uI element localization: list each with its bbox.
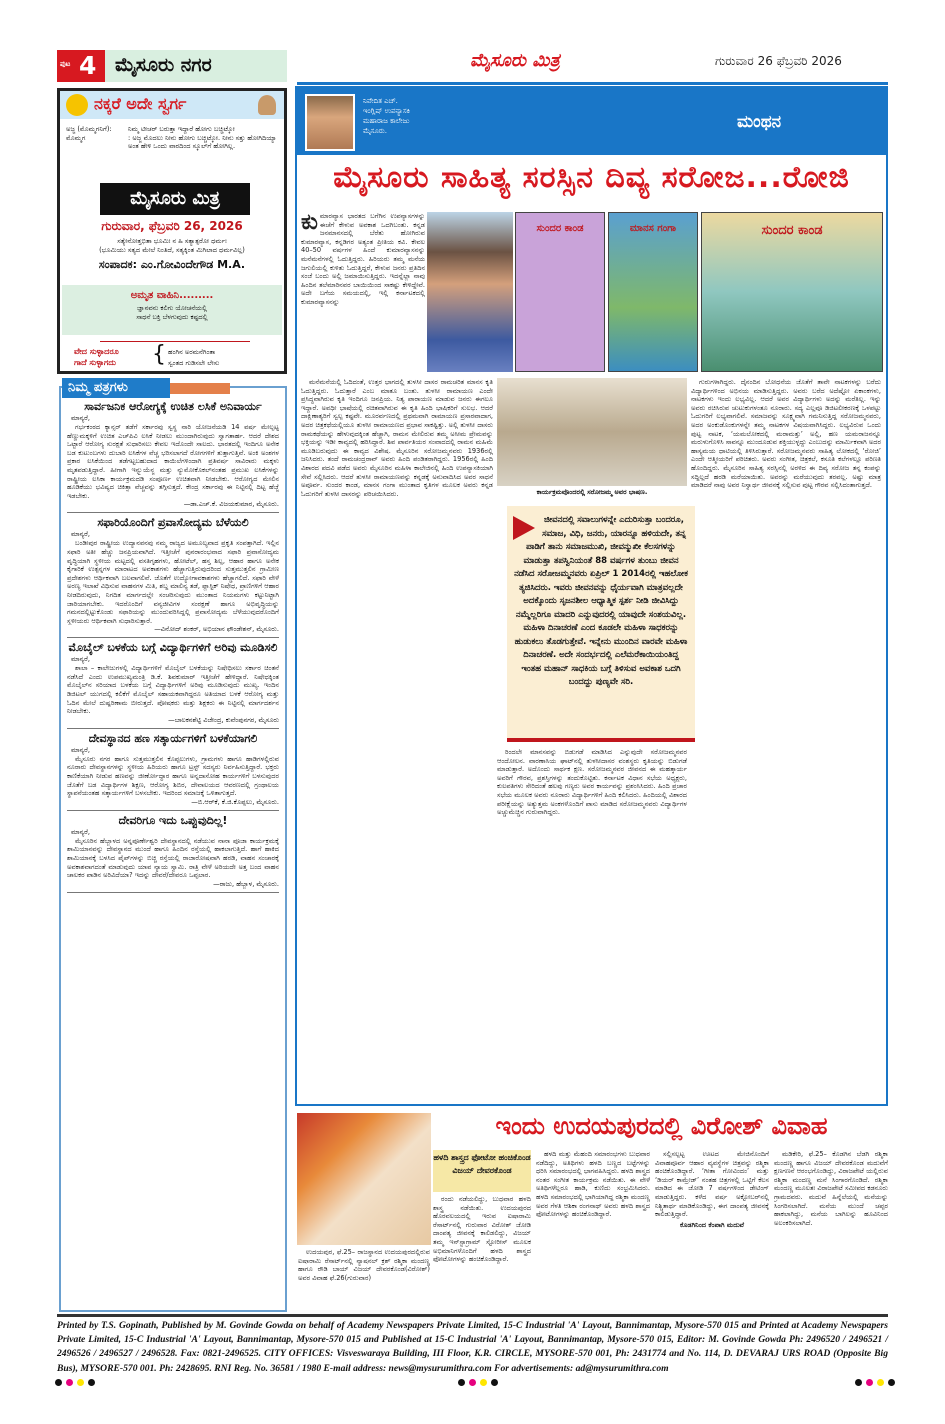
paragraph: ಉದಯಪುರ, ಫೆ.25– ರಾಜಸ್ಥಾನದ ಉದಯಪುರದಲ್ಲಿರುವ ಐಷಾರಾಮಿ ರೆಸಾರ್ಟ್‌ನಲ್ಲಿ ನ್ಯಾಷನಲ್ ಕ್ರಶ್ ರಶ್ಮಿಕಾ ಮಂದಣ್ಣ ಹಾಗೂ ರೌಡಿ ಬಾಯ್ ವಿಜಯ್ ದೇವರಕೊಂಡ(ವಿರೋಶ್) ಅವರ ವಿವಾಹ ಫೆ.26(ಗುರುವಾರ) — [298, 1248, 430, 1282]
laughing-face-icon — [66, 94, 88, 116]
page-number: 4 — [79, 51, 97, 80]
photo-caption: ಕಾರ್ಯಕ್ರಮವೊಂದರಲ್ಲಿ ಸರೋಜಮ್ಮ ಅವರ ಭಾಷಣ. — [536, 488, 648, 496]
letter-item — [67, 641, 279, 729]
proverb-line: ಗಾದೆ ಸುಳ್ಳಾಗದು — [74, 358, 116, 367]
wedding-column-4 — [655, 1150, 769, 1310]
paragraph: ಸಲ್ಲಿಸಲ್ಪಟ್ಟ ಊಟದ ಮೇಜಿನೊಂದಿಗೆ ವಿವಾಹಪೂರ್ವ ಆಹಾರ ವ್ಯವಸ್ಥೆಗಳ ಚಿತ್ರವನ್ನು ರಶ್ಮಿಕಾ ಹಂಚಿಕೊಂಡಿದ್ದಾರೆ. ‘ಗೀತಾ ಗೋವಿಂದಂ’ ಮತ್ತು ‘ಡಿಯರ್ ಕಾಮ್ರೇಡ್’ ನಂತಹ ಚಿತ್ರಗಳಲ್ಲಿ ಒಟ್ಟಿಗೆ ಕೆಲಸ ಮಾಡಿದ ಈ ಜೋಡಿ 7 ವರ್ಷಗಳಿಂದ ಡೇಟಿಂಗ್ ಮಾಡುತ್ತಿದ್ದರು. ಕಳೆದ ವರ್ಷ ಅಕ್ಟೋಬರ್‌ನಲ್ಲಿ ನಿಶ್ಚಿತಾರ್ಥ ಮಾಡಿಕೊಂಡಿದ್ದು, ಈಗ ದಾಂಪತ್ಯ ಜೀವನಕ್ಕೆ ಕಾಲಿಡುತ್ತಿದ್ದಾರೆ. — [655, 1150, 769, 1219]
author-city: ಮೈಸೂರು. — [363, 127, 388, 135]
page-section-header — [57, 50, 287, 82]
intro-text: ಮಾರವ್ಯಾಸ ಭಾರತದ ಬಗೆಗಿನ ಉಪನ್ಯಾಸಗಳನ್ನು ಈಚೆಗೆ ಕೇಳುವ ಅವಕಾಶ ಒದಗಿಬಂತು. ಕನ್ನಡ ಜನಮಾನಸದಲ್ಲಿ ಬೆರೆತು ಹೋಗಿರುವ ಕುಮಾರವ್ಯಾಸ, ಕನ್ನಡಿಗರ ಅತ್ಯಂತ ಪ್ರೀತಿಯ ಕವಿ. ಕೇವಲ 40–50 ವರ್ಷಗಳ ಹಿಂದೆ ಕುಮಾರವ್ಯಾಸನನ್ನು ಮನೆಮನೆಗಳಲ್ಲಿ ಓದುತ್ತಿದ್ದರು. ಹಿರಿಯರು ತಮ್ಮ ಮನೆಯ ಜಗುಲಿಯಲ್ಲಿ ಕುಳಿತು ಓದುತ್ತಿದ್ದರೆ, ಕೇಳುವ ಜನರು ಪ್ರತಿದಿನ ಸಂಜೆ ಬಂದು ಅಲ್ಲಿ ಜಮಾಯಿಸುತ್ತಿದ್ದರು. ಇದನ್ನೆಲ್ಲಾ ನಾವು ಹಿಂದಿನ ತಲೆಮಾರಿನವರ ಬಾಯಿಯಿಂದ ಸಾಕಷ್ಟು ಕೇಳಿದ್ದೇವೆ. ಅದೇ ಬಗೆಯ ಸಮಯದಲ್ಲಿ, ಇಲ್ಲಿ ಕರ್ನಾಟಕದಲ್ಲಿ ಕುಮಾರವ್ಯಾಸನನ್ನು — [301, 212, 425, 306]
book-title: ಸುಂದರ ಕಾಂಡ — [536, 223, 584, 234]
registration-marks — [55, 1379, 95, 1386]
feature-intro — [301, 212, 425, 374]
amrutha-title: ಅಮೃತ ವಾಹಿನಿ......... — [130, 290, 214, 301]
letter-salutation: ಮಾನ್ಯರೆ, — [71, 827, 91, 836]
letters-section — [59, 386, 287, 1312]
author-byline — [363, 96, 410, 136]
joke-dialogue — [66, 125, 278, 151]
letter-body — [67, 664, 279, 716]
letter-item — [67, 814, 279, 893]
letter-salutation: ಮಾನ್ಯರೆ, — [71, 655, 91, 664]
letters-header-label: ನಿಮ್ಮ ಪತ್ರಗಳು — [62, 378, 170, 398]
letter-body — [67, 423, 279, 500]
letter-salutation: ಮಾನ್ಯರೆ, — [71, 414, 91, 422]
amrutha-line: ಸಾಧನೆ ಬಕ್ತಿ ಬೆಳಗುವುದು ಕಷ್ಟದಲ್ಲಿ — [136, 312, 208, 321]
edition-info-box — [57, 88, 287, 374]
wedding-column-3 — [536, 1150, 650, 1310]
letter-body — [67, 837, 279, 880]
letter-title: ಮೊಬೈಲ್ ಬಳಕೆಯ ಬಗ್ಗೆ ವಿದ್ಯಾರ್ಥಿಗಳಿಗೆ ಅರಿವು ಮೂಡಿಸಲಿ — [68, 641, 278, 655]
letter-body — [67, 755, 279, 798]
proverb-line: ಹಂಗಿನ ಅರಮನೆಗಿಂತಾ — [168, 348, 216, 356]
feature-column-1 — [301, 378, 493, 1100]
paragraph: ಹಳದಿ ಮತ್ತು ಮೆಹಂದಿ ಸಮಾರಂಭಗಳು ಬುಧವಾರ ನಡೆದಿದ್ದು, ಅತಿಥಿಗಳು ಹಳದಿ ಬಣ್ಣದ ಬಟ್ಟೆಗಳನ್ನು ಧರಿಸಿ ಸಮಾರಂಭದಲ್ಲಿ ಭಾಗವಹಿಸಿದ್ದರು. ಹಳದಿ ಶಾಸ್ತ್ರದ ನಂತರ ಸಂಗೀತ ಕಾರ್ಯಕ್ರಮ ನಡೆಯಿತು. ಈ ವೇಳೆ ಅತಿಥಿಗಳೆಲ್ಲರೂ ಹಾಡಿ, ಕುಣಿದು ಸಂಭ್ರಮಿಸಿದರು. ಹಳದಿ ಸಮಾರಂಭದಲ್ಲಿ ಭಾಗಿಯಾಗಿದ್ದ ರಶ್ಮಿಕಾ ಮಂದಣ್ಣ ಅವರ ಗೆಳತಿ ಆಶಿಕಾ ರಂಗನಾಥ್ ಅವರು ಹಳದಿ ಶಾಸ್ತ್ರದ ಫೋಟೋಗಳನ್ನು ಹಂಚಿಕೊಂಡಿದ್ದಾರೆ. — [536, 1150, 650, 1219]
joke-title: ನಕ್ಕರೆ ಅದೇ ಸ್ವರ್ಗ — [94, 94, 187, 113]
book-cover — [701, 212, 883, 372]
proverb-line: ವೇದ ಸುಳ್ಳಾದರೂ — [74, 347, 119, 356]
joke-line: ನಿಮ್ಮ ಟೀಚರ್ ಬರುತ್ತಾ ಇದ್ದಾರೆ ಹೋಗು ಬಚ್ಚಿಟ್ಕೋ — [128, 125, 235, 133]
registration-marks — [855, 1379, 895, 1386]
pull-quote — [507, 506, 695, 742]
wedding-column-1 — [298, 1248, 430, 1310]
paragraph: ಮೈಸೂರು ನಗರ ಹಾಗೂ ಸುತ್ತಮುತ್ತಲಿನ ಕೊಪ್ಪಲುಗಳು, ಗ್ರಾಮಗಳು ಹಾಗೂ ಹಾಡಿಗಳಲ್ಲಿರುವ ನೂರಾರು ದೇವಸ್ಥಾನಗಳನ್ನು ಸ್ಥಳೀಯ ಹಿರಿಯರು ಹಾಗೂ ಟ್ರಸ್ಟ್ ಸದಸ್ಯರು ನಿರ್ವಹಿಸುತ್ತಿದ್ದಾರೆ. ಭಕ್ತರು ಕಾಣಿಕೆಯಾಗಿ ನೀಡುವ ಹಣವನ್ನು ಜೀರ್ಣೋದ್ಧಾರ ಹಾಗೂ ಅನ್ನದಾಸೋಹ ಕಾರ್ಯಗಳಿಗೆ ಬಳಸುವುದರ ಜೊತೆಗೆ ಬಡ ವಿದ್ಯಾರ್ಥಿಗಳ ಶಿಕ್ಷಣ, ಆರೋಗ್ಯ ಶಿಬಿರ, ದೇವಾಲಯದ ಆವರಣದಲ್ಲಿ ಗ್ರಂಥಾಲಯ ಸ್ಥಾಪನೆಯಂತಹ ಸತ್ಕಾರ್ಯಗಳಿಗೆ ಬಳಸಬೇಕು. ಇದರಿಂದ ಸಮಾಜಕ್ಕೆ ಒಳಿತಾಗುತ್ತದೆ. — [67, 754, 279, 798]
footer-divider — [57, 1314, 888, 1317]
paragraph: ಬಂಡೀಪುರ ರಾಷ್ಟ್ರೀಯ ಉದ್ಯಾನವನವು ನಮ್ಮ ರಾಜ್ಯದ ಅಮೂಲ್ಯವಾದ ಪ್ರಕೃತಿ ಸಂಪತ್ತಾಗಿದೆ. ಇಲ್ಲಿನ ಸಫಾರಿ ಅತೀ ಹೆಚ್ಚು ಜನಪ್ರಿಯವಾಗಿದೆ. ಇತ್ತೀಚೆಗೆ ಪುನರಾರಂಭವಾದ ಸಫಾರಿ ಪ್ರವಾಸೋದ್ಯಮ ವೃದ್ಧಿಯಾಗಿ ಸ್ಥಳೀಯ ಮಟ್ಟದಲ್ಲಿ ವಸತಿಗೃಹಗಳು, ಹೋಟೆಲ್, ಹಸ್ತ ಶಿಲ್ಪ, ಆಹಾರ ಹಾಗೂ ಅನೇಕ ಕೈಗಾರಿಕೆ ಉತ್ಪನ್ನಗಳ ಮಾರಾಟದ ಅವಕಾಶಗಳು ಹೆಚ್ಚಾಗುತ್ತಿರುವುದರಿಂದ ಸುತ್ತಮುತ್ತಲಿನ ಗ್ರಾಮೀಣ ಪ್ರದೇಶಗಳು ಆರ್ಥಿಕವಾಗಿ ಬಲವಾಗಲಿವೆ. ಜೊತೆಗೆ ಉದ್ಯೋಗಾವಕಾಶಗಳು ಹೆಚ್ಚಾಗಲಿದೆ. ಸಫಾರಿ ವೇಳೆ ಅರಣ್ಯ ಇಲಾಖೆ ವಿಧಿಸುವ ವಾಹನಗಳ ಮಿತಿ, ಶಬ್ದ ಮಾಲಿನ್ಯ ತಡೆ, ಪ್ಲಾಸ್ಟಿಕ್ ನಿಷೇಧ, ಪ್ರಾಣಿಗಳಿಗೆ ಆಹಾರ ನೀಡದಿರುವುದು, ನಿಗದಿತ ಮಾರ್ಗದಲ್ಲೇ ಸಂಚರಿಸುವುದು ಮುಂತಾದ ನಿಯಮಗಳು ಕಟ್ಟುನಿಟ್ಟಾಗಿ ಜಾರಿಯಾಗಬೇಕು. ಇದರೊಂದಿಗೆ ವನ್ಯಜೀವಿಗಳ ಸಂರಕ್ಷಣೆ ಹಾಗೂ ಅಭಿವೃದ್ಧಿಯನ್ನು ಗಮನದಲ್ಲಿಟ್ಟುಕೊಂಡು ಸಫಾರಿಯನ್ನು ಮುಂದುವರಿಸಿದ್ದಲ್ಲಿ ಪ್ರವಾಸೋದ್ಯಮ ಬೆಳೆಯುವುದರೊಂದಿಗೆ ಸ್ಥಳೀಯರು ಆರ್ಥಿಕವಾಗಿ ಸುಧಾರಿಸುತ್ತಾರೆ. — [67, 539, 279, 625]
brace-icon: { — [152, 342, 166, 367]
joke-speaker: ಅಜ್ಜ (ಮೊಮ್ಮಗನಿಗೆ): — [66, 125, 112, 133]
letter-salutation: ಮಾನ್ಯರೆ, — [71, 530, 91, 539]
proverb-line: ಸ್ವಂತದ ಗುಡಿಸಲೇ ಲೇಸು — [168, 359, 220, 367]
paragraph: ಮನೆಮನೆಯಲ್ಲಿ ಓದಿದಂತೆ, ಉತ್ತರ ಭಾಗದಲ್ಲಿ ತುಳಸೀ ದಾಸರ ರಾಮಚರಿತ ಮಾನಸ ಕೃತಿ ಓದುತ್ತಿದ್ದರು. ಓದುತ್ತಾರೆ ಎಂಬ ಮಾತೂ ಬಂತು. ತುಳಸೀ ರಾಮಾಯಣ ಎಂದೇ ಪ್ರಸಿದ್ಧವಾಗಿರುವ ಕೃತಿ ಇಂದಿಗೂ ಜನಪ್ರಿಯ. ನಿತ್ಯ ಪಾರಾಯಣ ಮಾಡುವ ಜನರು ಈಗಲೂ ಇದ್ದಾರೆ. ಅವಧೀ ಭಾಷೆಯಲ್ಲಿ ರಚಿತವಾಗಿರುವ ಈ ಕೃತಿ ಹಿಂದಿ ಭಾಷಿಕರಿಗೆ ಸುಲಭ. ಆದರೆ ದಾಕ್ಷಿಣಾತ್ಯರಿಗೆ ಸ್ವಲ್ಪ ಕಷ್ಟವೇ. ಮೂರರ್ವಣದಲ್ಲಿ ಪ್ರಥಮವಾಗಿ ರಾಮಾಯಣ ಪ್ರಸಾರವಾದಾಗ, ಅದರ ಚಿತ್ರಕಥೆಯಲ್ಲಿಯೂ ತುಳಸೀ ರಾಮಾಯಣದ ಪ್ರಭಾವ ಸಾಕಷ್ಟಿತ್ತು. ಅಲ್ಲಿ ತುಳಸೀ ದಾಸರು ರಾಮಕಥೆಯನ್ನು ಹೇಳುವುದಕ್ಕಿಂತ ಹೆಚ್ಚಾಗಿ, ರಾಮನ ಮೇಲಿರುವ ತಮ್ಮ ಅಸೀಮ ಪ್ರೇಮವನ್ನು ಭಕ್ತಿಯನ್ನು ಇಡೀ ಕಾವ್ಯದಲ್ಲಿ ಹರಿಸಿದ್ದಾರೆ. ಶಿವ ಪಾರ್ವತಿಯರ ಸಂವಾದದಲ್ಲಿ ರಾಮನ ಮಹಿಮೆ ಮೂಡಿಬರುವುದು ಈ ಕಾವ್ಯದ ವಿಶೇಷ. ಮೈಸೂರಿನ ಸರೋಜಮ್ಮನವರು 1936ರಲ್ಲಿ ಜನಿಸಿದರು. ತಂದೆ ರಾಮಚಂದ್ರರಾವ್ ಅವರು ಹಿಂದಿ ಪಂಡಿತರಾಗಿದ್ದರು. 1956ರಲ್ಲಿ ಹಿಂದಿ ವಿಶಾರದ ಪದವಿ ಪಡೆದ ಅವರು ಮೈಸೂರಿನ ಮಹಿಳಾ ಕಾಲೇಜಿನಲ್ಲಿ ಹಿಂದಿ ಉಪನ್ಯಾಸಕಿಯಾಗಿ ಸೇವೆ ಸಲ್ಲಿಸಿದರು. ಆದರೆ ತುಳಸೀ ರಾಮಾಯಣವನ್ನು ಕನ್ನಡಕ್ಕೆ ಅನುವಾದಿಸಿದ ಅವರ ಸಾಧನೆ ಅಪೂರ್ವ. ಸುಂದರ ಕಾಂಡ, ಮಾನಸ ಗಂಗಾ ಮುಂತಾದ ಕೃತಿಗಳ ಮೂಲಕ ಅವರು ಕನ್ನಡ ಓದುಗರಿಗೆ ತುಳಸೀ ದಾಸರನ್ನು ಪರಿಚಯಿಸಿದರು. — [301, 378, 493, 498]
letter-title: ದೇವರಿಗೂ ಇದು ಒಪ್ಪುವುದಿಲ್ಲ! — [118, 813, 228, 827]
feature-header — [297, 88, 886, 155]
wedding-subhead: ಹಳದಿ ಶಾಸ್ತ್ರದ ಫೋಟೋ ಹಂಚಿಕೊಂಡ ವಿಜಯ್ ದೇವರಕೊಂಡ — [433, 1150, 531, 1192]
play-arrow-icon — [513, 516, 535, 540]
letter-title: ಸಫಾರಿಯೊಂದಿಗೆ ಪ್ರವಾಸೋದ್ಯಮ ಬೆಳೆಯಲಿ — [97, 516, 249, 530]
pull-quote-text: ಜೀವನದಲ್ಲಿ ಸವಾಲುಗಳನ್ನೇ ಎದುರಿಸುತ್ತಾ ಬಂದರೂ, ಸಮಾಜ, ವಿಧಿ, ಜನರು, ಯಾರನ್ನೂ ಹಳಿಯದೇ, ತನ್ನ ಪಾಡಿಗೆ ತಾನು ಸಮಾಜಮುಖಿ, ಜೀವನ್ಮುಖೀ ಕೆಲಸಗಳನ್ನು ಮಾಡುತ್ತಾ ತಪಸ್ವಿನಿಯಂತೆ 88 ವರ್ಷಗಳ ತುಂಬು ಜೀವನ ನಡೆಸಿದ ಸರೋಜಮ್ಮನವರು ಏಪ್ರಿಲ್ 1 2014ರಲ್ಲಿ ಇಹಲೋಕ ತ್ಯಜಿಸಿದರು. ಇವರು ಜೀವನವನ್ನು ಧೈರ್ಯವಾಗಿ ಮಾತ್ರವಲ್ಲದೇ ಅದಕ್ಕೊಂದು ಸೃಜನಶೀಲ ಆಧ್ಯಾತ್ಮಿಕ ಸ್ಪರ್ಶ ನೀಡಿ ಜೀವಿಸಿದ್ದು ನಮ್ಮೆಲ್ಲರಿಗೂ ಮಾದರಿ ಎನ್ನುವುದರಲ್ಲಿ ಯಾವುದೇ ಸಂಶಯವಿಲ್ಲ. ಮಹಿಳಾ ದಿನಾಚರಣೆ ಎಂದ ಕೂಡಲೇ ಮಹಿಳಾ ಸಾಧಕರನ್ನು ಹುಡುಕಲು ತೊಡಗುತ್ತೇವೆ. ಇನ್ನೇನು ಮುಂದಿನ ವಾರವೇ ಮಹಿಳಾ ದಿನಾಚರಣೆ. ಅದೇ ಸಂದರ್ಭದಲ್ಲಿ ಎಲೆಮರೆಕಾಯಿಯಂತಿದ್ದ ಇಂತಹ ಮಹಾನ್ ಸಾಧಕಿಯ ಬಗ್ಗೆ ತಿಳಿಸುವ ಅವಕಾಶ ಒದಗಿ ಬಂದದ್ದು ಪುಣ್ಯವೇ ಸರಿ. — [514, 515, 688, 687]
wedding-subheading: ಕೊಡಗಿನಿಂದ ಕೆಂಪಾಗಿ ಮದುವೆ — [679, 1220, 745, 1229]
section-title: ಮೈಸೂರು ನಗರ — [115, 54, 212, 76]
wedding-column-2 — [433, 1195, 531, 1310]
letter-item — [67, 732, 279, 811]
book-title: ಮಾನಸ ಗಂಗಾ — [629, 223, 677, 234]
registration-marks — [458, 1379, 498, 1386]
feature-headline: ಮೈಸೂರು ಸಾಹಿತ್ಯ ಸರಸ್ಸಿನ ದಿವ್ಯ ಸರೋಜ...ರೋಜಿ — [333, 160, 850, 195]
motto-meaning: (ಭೂಮಿಯು ಸತ್ಯದ ಮೇಲೆ ನಿಂತಿದೆ, ಸತ್ಯಕ್ಕಿಂತ ಮಿಗಿಲಾದ ಧರ್ಮವಿಲ್ಲ) — [99, 246, 245, 254]
cartoon-figure-icon — [258, 95, 276, 115]
letter-signature: —ಬಾಲಕನಶೆಟ್ಟಿ ವಿಜೇಂದ್ರ, ಕುವೆಂಪುನಗರ, ಮೈಸೂರು — [168, 715, 279, 724]
column-name: ಮಂಥನ — [737, 112, 782, 132]
paragraph: ಮೈಸೂರಿನ ಹೆಬ್ಬಾಳದ ಅನ್ನಪೂರ್ಣೇಶ್ವರಿ ದೇವಸ್ಥಾನದಲ್ಲಿ ನಡೆಯುವ ನಾನಾ ಪೂಜಾ ಕಾರ್ಯಕ್ರಮಕ್ಕೆ ಶಾಮಿಯಾನವನ್ನು ದೇವಸ್ಥಾನದ ಮುಂದೆ ಹಾಗೂ ಹಿಂದಿನ ರಸ್ತೆಯಲ್ಲಿ ಹಾಕಲಾಗುತ್ತಿದೆ. ಹಾಗೆ ಹಾಕಿದ ಶಾಮಿಯಾನಕ್ಕೆ ಬಳಸಿದ ಪೈಪ್‌ಗಳನ್ನು ಬಿಚ್ಚಿ ರಸ್ತೆಯಲ್ಲಿ ರಾಜಾರೋಷವಾಗಿ ಹರಡಿ, ವಾಹನ ಸಂಚಾರಕ್ಕೆ ಅವಕಾಶವಾಗದಂತೆ ಮಾಡುವುದು ಯಾವ ನ್ಯಾಯ ಸ್ವಾಮಿ. ರಾತ್ರಿ ವೇಳೆ ಅರಿಯದೇ ಅತ್ತ ಬಂದ ವಾಹನ ಚಾಲಕರ ಪಾಡಿನ ಅರಿವಿದೆಯಾ? ಇದನ್ನು ದೇವರೆ/ದೇವರೂ ಒಪ್ಪಲಾರ. — [67, 836, 279, 880]
portrait-photo — [427, 212, 513, 372]
book-title: ಸುಂದರ ಕಾಂಡ — [761, 223, 823, 238]
paragraph: ರಿಂದಲೇ ಮಾನಸವನ್ನು ಬಿಡುಗಡೆ ಮಾಡಿಸಿದ ಎನ್ನುವುದೇ ಸರೋಜಮ್ಮನವರ ಆಂದೋಲನ. ವಾರಣಾಸಿಯ ಘಾಟ್‌ನಲ್ಲಿ ತುಳಸೀದಾಸರ ವಂಶಸ್ಥರು ಕೃತಿಯನ್ನು ಬಿಡುಗಡೆ ಮಾಡುತ್ತಾರೆ. ಅದೊಂದು ಸಾರ್ಥಕ ಕ್ಷಣ. ಸರೋಜಮ್ಮನವರ ಜೀವನದ ಈ ಮಹತ್ಕಾರ್ಯ ಅವರಿಗೆ ಗೌರವ, ಪ್ರಶಸ್ತಿಗಳನ್ನು ತಂದುಕೊಟ್ಟಿತು. ಕರ್ನಾಟಕ ವಿಧಾನ ಸಭೆಯ ಅಧ್ಯಕ್ಷರು, ಕುಲಪತಿಗಳು ಸೇರಿದಂತೆ ಹಲವು ಗಣ್ಯರು ಅವರ ಕಾರ್ಯವನ್ನು ಪ್ರಶಂಸಿಸಿದರು. ಹಿಂದಿ ಪ್ರಚಾರ ಸಭೆಯ ಮೂಲಕ ಅವರು ನೂರಾರು ವಿದ್ಯಾರ್ಥಿಗಳಿಗೆ ಹಿಂದಿ ಕಲಿಸಿದರು. ಹಿಂದಿಯಲ್ಲಿ ವಿಶಾರದ ಪರೀಕ್ಷೆಯನ್ನು ಅತ್ಯುತ್ತಮ ಅಂಕಗಳೊಂದಿಗೆ ಪಾಸು ಮಾಡಿದ ಸರೋಜಮ್ಮನವರು ವಿದ್ಯಾರ್ಥಿಗಳ ಅಚ್ಚುಮೆಚ್ಚಿನ ಗುರುವಾಗಿದ್ದರು. — [497, 748, 687, 817]
feature-article — [295, 86, 888, 1106]
author-photo — [305, 94, 355, 151]
feature-column-2 — [497, 748, 687, 1100]
amrutha-line: ಜ್ಞಾನವನು ಕಲಿಗು ಯೋಚನೆಯಲ್ಲಿ — [136, 304, 208, 312]
paragraph: ಮಡಿಕೇರಿ, ಫೆ.25– ಕೊಡಗಿನ ಬೆಡಗಿ ರಶ್ಮಿಕಾ ಮಂದಣ್ಣ ಹಾಗೂ ವಿಜಯ್ ದೇವರಕೊಂಡ ಮದುವೆಗೆ ಕ್ಷಣಗಣನೆ ಆರಂಭಗೊಂಡಿದ್ದು, ವಿರಾಜಪೇಟೆ ಯಲ್ಲಿರುವ ರಶ್ಮಿಕಾ ಮಂದಣ್ಣ ಮನೆ ಸಿಂಗಾರಗೊಂಡಿದೆ. ರಶ್ಮಿಕಾ ಮಂದಣ್ಣ ಮೂಲತಃ ವಿರಾಜಪೇಟೆ ಸಮೀಪದ ಕಡನೂರು ಗ್ರಾಮದವರು. ಮದುವೆ ಹಿನ್ನೆಲೆಯಲ್ಲಿ ಮನೆಯನ್ನು ಸಿಂಗರಿಸಲಾಗಿದೆ. ಮನೆಯ ಮುಂದೆ ಚಪ್ಪರ ಹಾಕಲಾಗಿದ್ದು, ಮನೆಯ ಬಾಗಿಲನ್ನು ಹೂವಿನಿಂದ ಅಲಂಕರಿಸಲಾಗಿದೆ. — [774, 1150, 888, 1227]
wedding-column-5 — [774, 1150, 888, 1310]
issue-date: ಗುರುವಾರ 26 ಫೆಬ್ರವರಿ 2026 — [715, 54, 842, 68]
author-name: ನಿವೇದಿತ ಎಚ್. — [363, 97, 398, 105]
header-divider — [297, 82, 888, 85]
masthead: ಮೈಸೂರು ಮಿತ್ರ — [470, 50, 560, 71]
paragraph: ಶಾಲಾ – ಕಾಲೇಜುಗಳಲ್ಲಿ ವಿದ್ಯಾರ್ಥಿಗಳಿಗೆ ಮೊಬೈಲ್ ಬಳಕೆಯನ್ನು ನಿಷೇಧಿಸಲು ಸರ್ಕಾರ ಚಿಂತನೆ ನಡೆಸಿದೆ ಎಂದು ಉಪಮುಖ್ಯಮಂತ್ರಿ ಡಿ.ಕೆ. ಶಿವಕುಮಾರ್ ಇತ್ತೀಚೆಗೆ ಹೇಳಿದ್ದಾರೆ. ನಿಷೇಧಕ್ಕಿಂತ ಮೊಬೈಲ್‌ನ ಸರಿಯಾದ ಬಳಕೆಯ ಬಗ್ಗೆ ವಿದ್ಯಾರ್ಥಿಗಳಿಗೆ ಅರಿವು ಮೂಡಿಸುವುದು ಮುಖ್ಯ. ಇಂದಿನ ಡಿಜಿಟಲ್ ಯುಗದಲ್ಲಿ ಕಲಿಕೆಗೆ ಮೊಬೈಲ್ ಸಹಾಯಕವಾಗಿದ್ದರೂ ಅತಿಯಾದ ಬಳಕೆ ಆರೋಗ್ಯ ಮತ್ತು ಓದಿನ ಮೇಲೆ ದುಷ್ಪರಿಣಾಮ ಬೀರುತ್ತದೆ. ಪೋಷಕರು ಮತ್ತು ಶಿಕ್ಷಕರು ಈ ನಿಟ್ಟಿನಲ್ಲಿ ಮಾರ್ಗದರ್ಶನ ನೀಡಬೇಕು. — [67, 664, 279, 716]
paragraph: ಗರ್ಭಕಂಠದ ಕ್ಯಾನ್ಸರ್ ತಡೆಗೆ ಸರ್ಕಾರವು ಸ್ವಸ್ಥ ನಾರಿ ಯೋಜನೆಯಡಿ 14 ವರ್ಷ ಮೇಲ್ಪಟ್ಟ ಹೆಣ್ಣುಮಕ್ಕಳಿಗೆ ಉಚಿತ ಎಚ್‌ಪಿವಿ ಲಸಿಕೆ ನೀಡಲು ಮುಂದಾಗಿರುವುದು ಸ್ವಾಗತಾರ್ಹ. ಆದರೆ ದೇಶದ ಒಟ್ಟಾರೆ ಆರೋಗ್ಯ ಸುರಕ್ಷತೆ ಸುಧಾರಿಸಲು ಕೇವಲ ಇದೊಂದೇ ಸಾಲದು. ಭಾರತದಲ್ಲಿ ಇಂದಿಗೂ ಅನೇಕ ಬಡ ಕುಟುಂಬಗಳು ದುಬಾರಿ ಲಸಿಕೆಗಳ ವೆಚ್ಚ ಭರಿಸಲಾಗದೆ ರೋಗಗಳಿಗೆ ತುತ್ತಾಗುತ್ತಿವೆ. ಅಂಕಿ ಅಂಶಗಳ ಪ್ರಕಾರ ಲಸಿಕೆಯಿಂದ ತಡೆಗಟ್ಟಬಹುದಾದ ಕಾಯಿಲೆಗಳಿಂದಾಗಿ ಪ್ರತಿವರ್ಷ ಸಾವಿರಾರು ಮಕ್ಕಳು ಮೃತಪಡುತ್ತಿದ್ದಾರೆ. ಹೀಗಾಗಿ ಇನ್ಫ್ಲುಯೆನ್ಜ ಮತ್ತು ನ್ಯುಮೋಕೊಕಲ್‌ನಂತಹ ಪ್ರಮುಖ ಲಸಿಕೆಗಳನ್ನು ರಾಷ್ಟ್ರೀಯ ಲಸಿಕಾ ಕಾರ್ಯಕ್ರಮದಡಿ ಸಂಪೂರ್ಣ ಉಚಿತವಾಗಿ ನೀಡಬೇಕು. ಆರೋಗ್ಯದ ಮೇಲಿನ ಹೂಡಿಕೆಯು ಭವಿಷ್ಯದ ಚಿಕಿತ್ಸಾ ವೆಚ್ಚವನ್ನು ತಗ್ಗಿಸುತ್ತದೆ. ಕೇಂದ್ರ ಸರ್ಕಾರವು ಈ ನಿಟ್ಟಿನಲ್ಲಿ ದಿಟ್ಟ ಹೆಜ್ಜೆ ಇಡಬೇಕು. — [67, 423, 279, 500]
paragraph: ರಂದು ನಡೆಯಲಿದ್ದು, ಬುಧವಾರ ಹಳದಿ ಶಾಸ್ತ್ರ ನಡೆಯಿತು. ಉದಯಪುರದ ಹೊರವಲಯದಲ್ಲಿ ಇರುವ ಐಷಾರಾಮಿ ರೆಸಾರ್ಟ್‌ನಲ್ಲಿ ಗುರುವಾರ ವಿರೋಶ್ ಜೋಡಿ ದಾಂಪತ್ಯ ಜೀವನಕ್ಕೆ ಕಾಲಿಡಲಿದ್ದು, ವಿಜಯ್ ತಮ್ಮ ಇನ್‌ಸ್ಟಾಗ್ರಾಮ್ ಸ್ಟೋರೀಸ್ ಮೂಲಕ ಅಭಿಮಾನಿಗಳೊಂದಿಗೆ ಹಳದಿ ಶಾಸ್ತ್ರದ ಫೋಟೋಗಳನ್ನು ಹಂಚಿಕೊಂಡಿದ್ದಾರೆ. — [433, 1195, 531, 1264]
author-role: ಇಂಗ್ಲಿಷ್ ಉಪನ್ಯಾಸಕಿ — [363, 107, 410, 115]
proverb-box — [60, 341, 284, 373]
letter-title: ಸಾರ್ವಜನಿಕ ಆರೋಗ್ಯಕ್ಕೆ ಉಚಿತ ಲಸಿಕೆ ಅನಿವಾರ್ಯ — [84, 400, 262, 413]
letter-signature: —ವಿನೋದ್ ಶಂಕರ್, ಅಭಿಯಾನ ಫೌಂಡೇಶನ್, ಮೈಸೂರು. — [154, 625, 279, 634]
joke-speaker: ಮೊಮ್ಮಗ — [66, 133, 86, 142]
event-photo — [497, 378, 687, 486]
page-label: ಪುಟ — [60, 60, 71, 68]
motto: ಸತ್ಯೇನೋತ್ತಭಿತಾ ಭೂಮಿಃ ನ ಹಿ ಸತ್ಯಾತ್ಪರೋ ಧರ್ಮಃ — [117, 237, 227, 245]
author-college: ಮಹಾರಾಜ ಕಾಲೇಜು — [363, 117, 410, 125]
wedding-headline: ಇಂದು ಉದಯಪುರದಲ್ಲಿ ವಿರೋಶ್ ವಿವಾಹ — [495, 1112, 828, 1140]
joke-line: : ಅಜ್ಜ ಮೊದಲು ನೀನು ಹೋಗು ಬಚ್ಚಿಟ್ಕೋ. ನೀನು ಸತ್ತು ಹೋಗಿದಿಯ್ಯಾ ಅಂತ ಹೇಳಿ ಒಂದು ವಾರದಿಂದ ಸ್ಕೂಲ್‌ಗೆ ಹೋಗಿಲ್ಲ. — [128, 133, 277, 150]
editor-name: ಸಂಪಾದಕ: ಎಂ.ಗೋವಿಂದೇಗೌಡ M.A. — [98, 258, 246, 271]
edition-date: ಗುರುವಾರ, ಫೆಬ್ರವರಿ 26, 2026 — [101, 219, 243, 233]
feature-column-3 — [691, 378, 881, 1100]
print-imprint: Printed by T.S. Gopinath, Published by M. Govinde Gowda on behalf of Academy Newspapers Private Limited, 15-C Industrial 'A' Layout, Bannimantap, Mysore-570 015 and Printed at Academy Newspapers Private Limited, 15-C Industrial 'A' Layout, Bannimantap, Mysore-570 015 and Published at 15-C Industrial 'A' Layout, Bannimantap, Mysore-570 015, Editor: M. Govinde Gowda Ph: 2496520 / 2496521 / 2496526 / 2496527 / 2496528. Fax: 0821-2496525. CITY OFFICES: Visveswaraya Building, III Floor, K.R. CIRCLE, MYSORE-570 001, Ph: 2431774 and No. 114, D. DEVARAJ URS ROAD (Opposite Big Bus), MYSORE-570 001. Ph: 2428695. RNI Reg. No. 36581 / 1980 E-mail address: news@mysurumithra.com For advertisements: ad@mysurumithra.com — [57, 1320, 888, 1374]
letters-header-bar — [170, 383, 230, 394]
letter-item — [67, 516, 279, 638]
book-cover — [608, 212, 698, 372]
divider — [100, 341, 250, 342]
amrutha-vahini-box — [62, 285, 282, 335]
letter-signature: —ಬಿ.ಆರ್‌ಕೆ, ಕೆ.ಜಿ.ಕೊಪ್ಪಲು, ಮೈಸೂರು. — [191, 797, 279, 806]
paragraph: ಗುರುಗಳಾಗಿದ್ದರು. ದೈನಂದಿನ ಬೋಧನೆಯ ಜೊತೆಗೆ ತಾವೇ ನಾಟಕಗಳನ್ನು ಬರೆದು ವಿದ್ಯಾರ್ಥಿಗಳಿಂದ ಅಭಿನಯ ಮಾಡಿಸುತ್ತಿದ್ದರು. ಅವರು ಬರೆದ ಅದೆಷ್ಟೋ ಏಕಾಂಕಗಳು, ನಾಟಕಗಳು ಇಂದು ಲಭ್ಯವಿಲ್ಲ. ಆದರೆ ಅವರ ವಿದ್ಯಾರ್ಥಿಗಳು ಅದನ್ನು ಮರೆತಿಲ್ಲ. ಇನ್ನು ಅವರು ರಚಿಸಿರುವ ಚುಟುಕುಗಳಂತೂ ನೂರಾರು. ಸದ್ಯ ಎಲ್ಲವೂ ಡಿಜಿಟಲೀಕರಣಕ್ಕೆ ಒಳಪಟ್ಟು ಓದುಗರಿಗೆ ಲಭ್ಯವಾಗಲಿವೆ. ಸಮಾಜವನ್ನು ಸೂಕ್ಷ್ಮವಾಗಿ ಗಮನಿಸುತ್ತಿದ್ದ ಸರೋಜಮ್ಮನವರು, ಅದರ ಅಂಕುಡೊಂಕುಗಳನ್ನೇ ತಮ್ಮ ನಾಟಕಗಳ ವಿಷಯವಾಗಿಸಿದ್ದರು. ಲಭ್ಯವಿರುವ ಒಂದು ಪುಟ್ಟ ನಾಟಕ, ‘ಯಮಲೋಕದಲ್ಲಿ ಮರಾಮತ್ತು’ ಅಲ್ಲಿ, ಹಣ ಯಮರಾಜನನ್ನೂ ಮರುಳುಗೊಳಿಸಿ ಸಾವನ್ನೂ ಮುಂದೂಡುವ ಶಕ್ತಿಯುಳ್ಳದ್ದು ಎಂಬುದನ್ನು ಮಾರ್ಮಿಕವಾಗಿ ಅದರ ಹಾಸ್ಯಮಯ ಧಾಟಿಯಲ್ಲಿ ತಿಳಿಸಿರುತ್ತಾರೆ. ಸರೋಜಮ್ಮನವರು ಸಾಹಿತ್ಯ ಲೋಕದಲ್ಲಿ ‘ರೋಜಿ’ ಎಂದೇ ಆತ್ಮೀಯರಿಗೆ ಪರಿಚಿತರು. ಅವರು ಸಂಗೀತ, ಚಿತ್ರಕಲೆ, ಕಸೂತಿ ಕಲೆಗಳಲ್ಲೂ ಪರಿಣತಿ ಹೊಂದಿದ್ದರು. ಮೈಸೂರಿನ ಸಾಹಿತ್ಯ ಸರಸ್ಸಿನಲ್ಲಿ ಅರಳಿದ ಈ ದಿವ್ಯ ಸರೋಜ ತನ್ನ ಕಂಪನ್ನು ಸದ್ದಿಲ್ಲದೆ ಹರಡಿ ಮರೆಯಾಯಿತು. ಅವರನ್ನು ಮರೆಯುವುದು ತರವಲ್ಲ. ಅಷ್ಟು ಮಾತ್ರ ಮಾಡಿದರೆ ನಾವು ಅವರ ನಿಸ್ವಾರ್ಥ ಜೀವನಕ್ಕೆ ಸಲ್ಲಿಸುವ ಪುಟ್ಟ ಗೌರವ ಸಲ್ಲಿಸಿದಂತಾಗುತ್ತದೆ. — [691, 378, 881, 490]
letter-body — [67, 539, 279, 625]
letter-signature: —ರಾಜು, ಹೆಬ್ಬಾಳ, ಮೈಸೂರು. — [213, 879, 279, 888]
page-number-badge — [57, 50, 105, 82]
newspaper-logo: ಮೈಸೂರು ಮಿತ್ರ — [100, 183, 250, 215]
letter-salutation: ಮಾನ್ಯರೆ, — [71, 745, 91, 754]
book-cover — [515, 212, 605, 372]
dropcap: ಕು — [301, 212, 318, 235]
joke-banner — [60, 91, 284, 119]
letter-title: ದೇವಸ್ಥಾನದ ಹಣ ಸತ್ಕಾರ್ಯಗಳಿಗೆ ಬಳಕೆಯಾಗಲಿ — [88, 731, 258, 745]
letter-item — [67, 400, 279, 513]
letter-signature: —ಡಾ.ಎಚ್.ಕೆ. ವಿಜಯಕುಮಾರ, ಮೈಸೂರು. — [183, 500, 279, 509]
couple-photo — [297, 1113, 431, 1245]
